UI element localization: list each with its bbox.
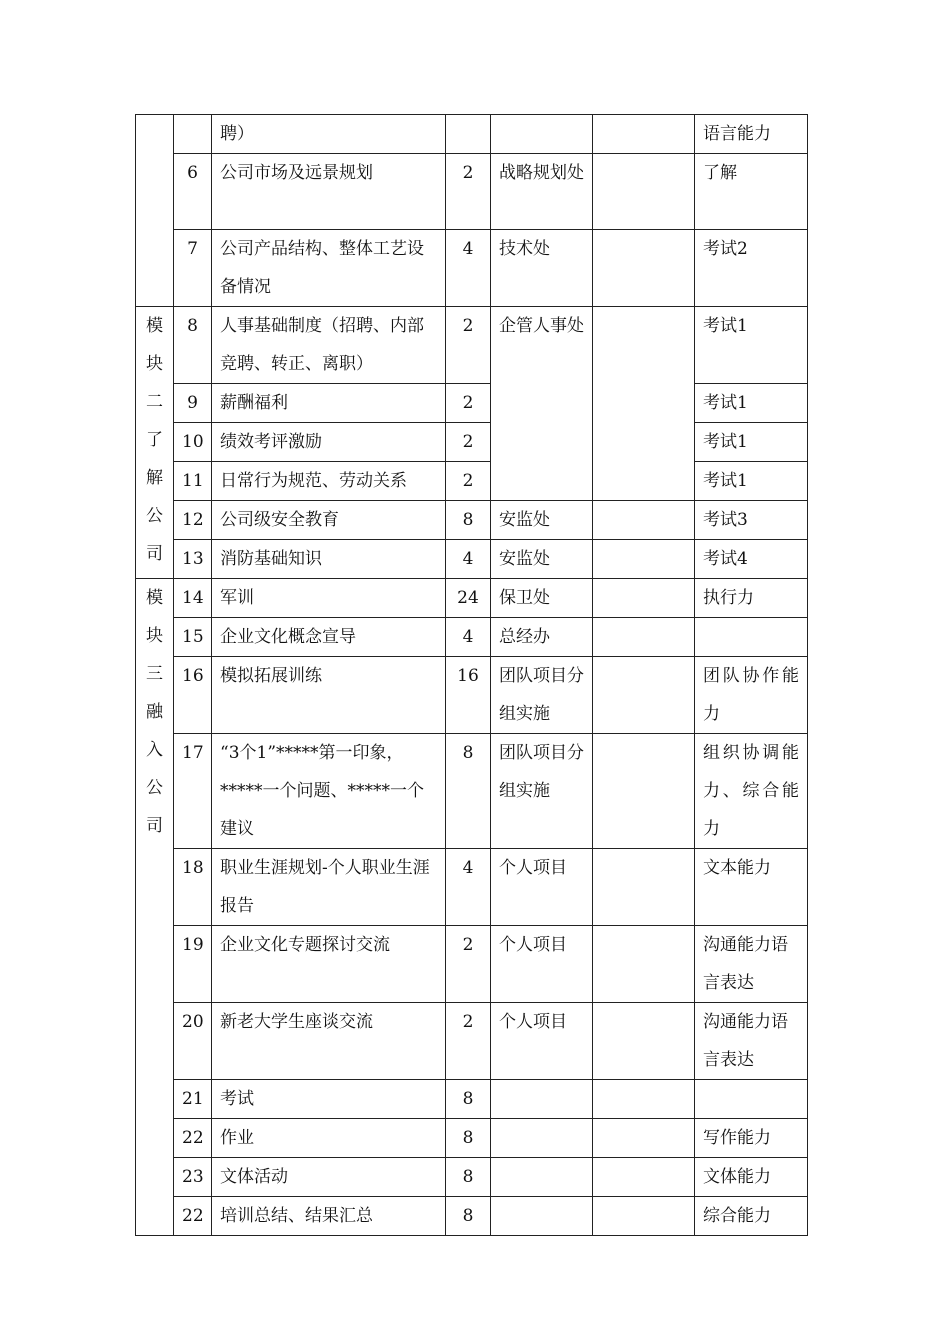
ability-cell: 文本能力	[695, 849, 808, 926]
blank-cell	[593, 230, 695, 307]
table-row	[136, 1197, 808, 1236]
topic-cell: 公司级安全教育	[212, 501, 446, 540]
blank-cell	[593, 307, 695, 501]
module-three-label	[136, 579, 174, 1236]
dept-cell: 个人项目	[491, 849, 593, 926]
topic-cell: 培训总结、结果汇总	[212, 1197, 446, 1236]
ability-cell: 考试4	[695, 540, 808, 579]
blank-cell	[593, 1080, 695, 1119]
row-number: 8	[174, 307, 212, 384]
topic-cell: 模拟拓展训练	[212, 657, 446, 734]
dept-cell: 企管人事处	[491, 307, 593, 501]
table-row	[136, 926, 808, 1003]
dept-cell	[491, 115, 593, 154]
module-char: 入	[146, 740, 163, 760]
hours-cell: 8	[446, 1197, 491, 1236]
ability-cell: 文体能力	[695, 1158, 808, 1197]
row-number: 20	[174, 1003, 212, 1080]
module-char: 了	[146, 430, 163, 450]
blank-cell	[593, 1197, 695, 1236]
topic-cell: 绩效考评激励	[212, 423, 446, 462]
hours-cell: 16	[446, 657, 491, 734]
hours-cell: 2	[446, 384, 491, 423]
topic-cell: 作业	[212, 1119, 446, 1158]
dept-cell: 保卫处	[491, 579, 593, 618]
row-number: 9	[174, 384, 212, 423]
topic-cell: 薪酬福利	[212, 384, 446, 423]
blank-cell	[593, 115, 695, 154]
topic-cell: 文体活动	[212, 1158, 446, 1197]
module-char: 融	[146, 702, 163, 722]
training-schedule-table	[135, 114, 808, 1236]
topic-cell: 公司产品结构、整体工艺设备情况	[212, 230, 446, 307]
module-char: 司	[146, 816, 163, 836]
table-row	[136, 734, 808, 849]
dept-cell: 安监处	[491, 540, 593, 579]
ability-cell: 团队协作能力	[695, 657, 808, 734]
table-row	[136, 501, 808, 540]
topic-cell: 新老大学生座谈交流	[212, 1003, 446, 1080]
hours-cell: 4	[446, 540, 491, 579]
table-row	[136, 657, 808, 734]
module-char: 公	[146, 778, 163, 798]
hours-cell: 4	[446, 849, 491, 926]
hours-cell: 4	[446, 230, 491, 307]
module-char: 块	[146, 626, 163, 646]
ability-cell: 考试1	[695, 307, 808, 384]
blank-cell	[593, 154, 695, 230]
blank-cell	[593, 501, 695, 540]
dept-cell: 团队项目分组实施	[491, 657, 593, 734]
dept-cell: 个人项目	[491, 1003, 593, 1080]
hours-cell	[446, 115, 491, 154]
table-row	[136, 230, 808, 307]
module-char: 三	[146, 664, 163, 684]
module-char: 二	[146, 392, 163, 412]
ability-cell: 执行力	[695, 579, 808, 618]
row-number: 7	[174, 230, 212, 307]
dept-cell	[491, 1119, 593, 1158]
table-row	[136, 154, 808, 230]
ability-cell: 考试2	[695, 230, 808, 307]
module-char: 模	[146, 316, 163, 336]
ability-cell: 考试1	[695, 384, 808, 423]
blank-cell	[593, 849, 695, 926]
table-row	[136, 423, 808, 462]
table-row	[136, 462, 808, 501]
row-number: 10	[174, 423, 212, 462]
dept-cell: 技术处	[491, 230, 593, 307]
row-number: 17	[174, 734, 212, 849]
ability-cell	[695, 618, 808, 657]
hours-cell: 2	[446, 1003, 491, 1080]
row-number: 15	[174, 618, 212, 657]
hours-cell: 8	[446, 501, 491, 540]
table-row	[136, 540, 808, 579]
blank-cell	[593, 657, 695, 734]
table-row	[136, 115, 808, 154]
dept-cell: 总经办	[491, 618, 593, 657]
dept-cell	[491, 1080, 593, 1119]
blank-cell	[593, 579, 695, 618]
row-number: 21	[174, 1080, 212, 1119]
ability-cell: 了解	[695, 154, 808, 230]
topic-cell: “3个1”*****第一印象，*****一个问题、*****一个建议	[212, 734, 446, 849]
hours-cell: 8	[446, 734, 491, 849]
row-number	[174, 115, 212, 154]
dept-cell: 安监处	[491, 501, 593, 540]
topic-cell: 企业文化概念宣导	[212, 618, 446, 657]
row-number: 19	[174, 926, 212, 1003]
module-char: 司	[146, 544, 163, 564]
dept-cell	[491, 1158, 593, 1197]
module-two-label	[136, 307, 174, 579]
hours-cell: 2	[446, 423, 491, 462]
table-row	[136, 1158, 808, 1197]
topic-cell: 军训	[212, 579, 446, 618]
table-row	[136, 849, 808, 926]
ability-cell: 组织协调能力、综合能力	[695, 734, 808, 849]
hours-cell: 2	[446, 926, 491, 1003]
row-number: 16	[174, 657, 212, 734]
module-char: 解	[146, 468, 163, 488]
row-number: 6	[174, 154, 212, 230]
dept-cell: 团队项目分组实施	[491, 734, 593, 849]
row-number: 23	[174, 1158, 212, 1197]
hours-cell: 4	[446, 618, 491, 657]
hours-cell: 8	[446, 1119, 491, 1158]
blank-cell	[593, 1003, 695, 1080]
hours-cell: 2	[446, 154, 491, 230]
ability-cell: 综合能力	[695, 1197, 808, 1236]
table-row	[136, 1003, 808, 1080]
table-row	[136, 1080, 808, 1119]
table-row	[136, 307, 808, 384]
module-char: 公	[146, 506, 163, 526]
module-cell-empty	[136, 115, 174, 307]
table-row	[136, 579, 808, 618]
topic-cell: 人事基础制度（招聘、内部竞聘、转正、离职）	[212, 307, 446, 384]
dept-cell	[491, 1197, 593, 1236]
module-char: 模	[146, 588, 163, 608]
row-number: 14	[174, 579, 212, 618]
row-number: 18	[174, 849, 212, 926]
blank-cell	[593, 734, 695, 849]
ability-cell: 考试1	[695, 462, 808, 501]
table-row	[136, 1119, 808, 1158]
blank-cell	[593, 1158, 695, 1197]
blank-cell	[593, 926, 695, 1003]
hours-cell: 2	[446, 462, 491, 501]
topic-cell: 消防基础知识	[212, 540, 446, 579]
ability-cell: 沟通能力语言表达	[695, 1003, 808, 1080]
topic-cell: 公司市场及远景规划	[212, 154, 446, 230]
dept-cell: 个人项目	[491, 926, 593, 1003]
ability-cell: 沟通能力语言表达	[695, 926, 808, 1003]
topic-cell: 企业文化专题探讨交流	[212, 926, 446, 1003]
row-number: 11	[174, 462, 212, 501]
blank-cell	[593, 618, 695, 657]
ability-cell	[695, 1080, 808, 1119]
hours-cell: 8	[446, 1080, 491, 1119]
hours-cell: 24	[446, 579, 491, 618]
topic-cell: 职业生涯规划-个人职业生涯报告	[212, 849, 446, 926]
ability-cell: 考试3	[695, 501, 808, 540]
row-number: 13	[174, 540, 212, 579]
hours-cell: 8	[446, 1158, 491, 1197]
ability-cell: 考试1	[695, 423, 808, 462]
row-number: 12	[174, 501, 212, 540]
topic-cell: 日常行为规范、劳动关系	[212, 462, 446, 501]
topic-cell: 聘）	[212, 115, 446, 154]
table-row	[136, 618, 808, 657]
hours-cell: 2	[446, 307, 491, 384]
blank-cell	[593, 1119, 695, 1158]
dept-cell: 战略规划处	[491, 154, 593, 230]
topic-cell: 考试	[212, 1080, 446, 1119]
row-number: 22	[174, 1119, 212, 1158]
blank-cell	[593, 540, 695, 579]
ability-cell: 语言能力	[695, 115, 808, 154]
table-row	[136, 384, 808, 423]
row-number: 22	[174, 1197, 212, 1236]
module-char: 块	[146, 354, 163, 374]
ability-cell: 写作能力	[695, 1119, 808, 1158]
